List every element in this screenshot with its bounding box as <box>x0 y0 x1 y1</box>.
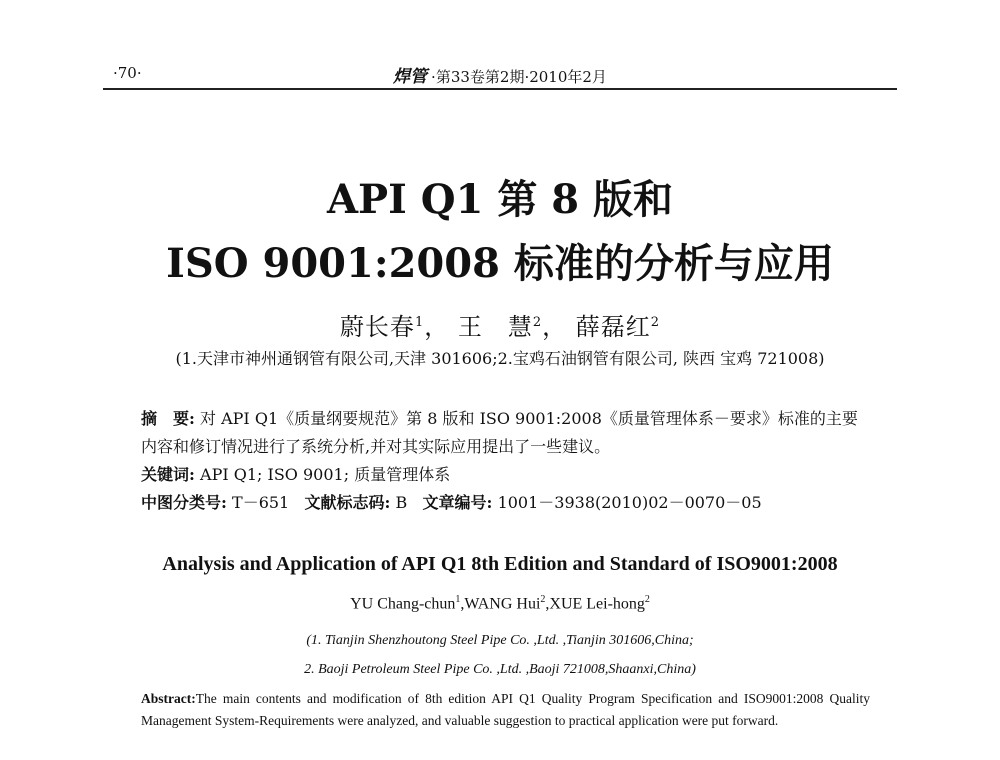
author-name-en: YU Chang-chun <box>350 595 456 613</box>
paper-title-en: Analysis and Application of API Q1 8th Edition and Standard of ISO9001:2008 <box>162 553 838 575</box>
doc-code-label: 文献标志码: <box>304 493 391 512</box>
journal-info <box>103 62 897 87</box>
author-separator: , <box>460 595 465 613</box>
paper-title-line2: ISO 9001:2008 标准的分析与应用 <box>166 240 834 287</box>
author-affil-mark: 2 <box>650 315 661 330</box>
page-header <box>103 62 897 90</box>
paper-title-line1: API Q1 第 8 版和 <box>326 176 674 223</box>
authors-cn <box>0 307 1000 342</box>
abstract-cn <box>141 405 870 461</box>
affiliation-en-line1: (1. Tianjin Shenzhoutong Steel Pipe Co. ,Ltd. ,Tianjin 301606,China; <box>306 633 694 648</box>
abstract-en <box>141 688 870 732</box>
keywords-cn <box>141 461 870 489</box>
author-name-en: WANG Hui <box>464 595 541 613</box>
abstract-cn-text: 对 API Q1《质量纲要规范》第 8 版和 ISO 9001:2008《质量管理体系－要求》标准的主要内容和修订情况进行了系统分析,并对其实际应用提出了一些建议。 <box>141 409 858 456</box>
issue-info: ·第33卷第2期·2010年2月 <box>431 68 607 86</box>
author-separator: , <box>545 595 550 613</box>
article-number-value: 1001－3938(2010)02－0070－05 <box>497 493 762 512</box>
classification-line <box>141 489 870 517</box>
article-number-label: 文章编号: <box>422 493 493 512</box>
author-affil-mark: 2 <box>540 594 546 605</box>
author-name: 薛磊红 <box>575 313 651 341</box>
affiliation-en-line2: 2. Baoji Petroleum Steel Pipe Co. ,Ltd. ,Baoji 721008,Shaanxi,China) <box>304 662 696 677</box>
author-separator: ， <box>424 313 450 341</box>
doc-code-value: B <box>395 493 408 512</box>
keywords-cn-text: API Q1; ISO 9001; 质量管理体系 <box>200 465 451 484</box>
author-affil-mark: 1 <box>455 594 461 605</box>
author-separator: ， <box>542 313 568 341</box>
page-number: ·70· <box>113 64 142 82</box>
affiliation-cn: (1.天津市神州通钢管有限公司,天津 301606;2.宝鸡石油钢管有限公司, 陕西 宝鸡 721008) <box>175 349 825 368</box>
authors-en <box>0 594 1000 613</box>
abstract-en-label: Abstract: <box>141 691 196 706</box>
clc-value: T－651 <box>232 493 290 512</box>
journal-name: 焊管 <box>393 67 428 87</box>
keywords-cn-label: 关键词: <box>141 465 195 484</box>
clc-label: 中图分类号: <box>141 493 227 512</box>
author-affil-mark: 1 <box>414 315 425 330</box>
author-name: 蔚长春 <box>339 313 415 341</box>
author-affil-mark: 2 <box>644 594 650 605</box>
author-name: 王 慧 <box>457 313 533 341</box>
author-name-en: XUE Lei-hong <box>549 595 645 613</box>
abstract-en-text: The main contents and modification of 8th edition API Q1 Quality Program Specification and ISO9001:2008 Quality Management System-Requirements were analyzed, and valuable suggestion to practical application were put forward. <box>141 691 870 728</box>
author-affil-mark: 2 <box>532 315 543 330</box>
abstract-cn-label: 摘 要: <box>141 409 195 428</box>
abstract-cn-block <box>141 405 870 517</box>
